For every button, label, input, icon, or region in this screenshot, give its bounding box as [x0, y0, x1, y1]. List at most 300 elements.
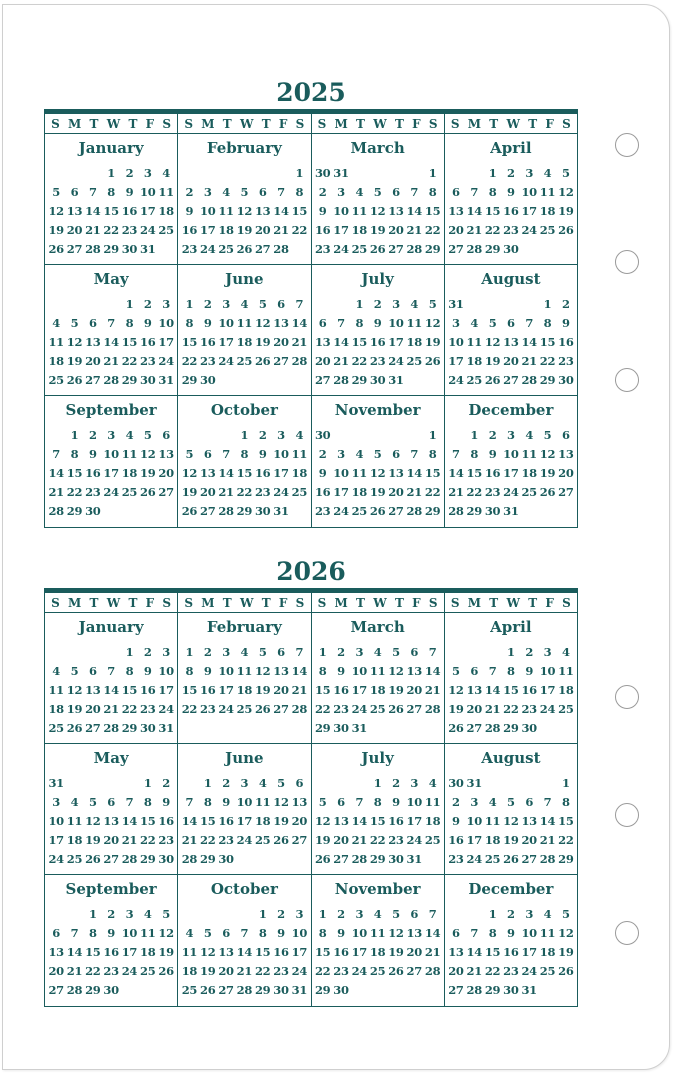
day-cell: 5 [392, 645, 400, 659]
month-february [178, 134, 311, 265]
day-cell: 7 [410, 185, 419, 199]
weekday-letter: S [450, 595, 460, 610]
day-cell [272, 164, 290, 183]
day-cell: 14 [273, 204, 289, 218]
day-cell: 13 [503, 335, 519, 349]
day-cell: 26 [200, 983, 216, 997]
day-cell: 13 [254, 204, 271, 218]
day-cell: 29 [236, 504, 253, 518]
day-cell: 1 [488, 166, 497, 180]
day-cell: 5 [543, 428, 552, 442]
day-cell: 10 [158, 316, 174, 330]
day-cell: 3 [392, 297, 400, 311]
month-october [178, 396, 311, 527]
day-cell [520, 295, 538, 314]
day-cell: 21 [539, 833, 556, 847]
day-cell: 4 [125, 428, 134, 442]
day-cell: 3 [52, 795, 60, 809]
day-cell: 13 [158, 447, 174, 461]
day-cell: 10 [121, 926, 138, 940]
day-cell: 28 [181, 852, 198, 866]
day-cell [368, 426, 386, 445]
day-cell: 27 [333, 852, 349, 866]
day-cell: 7 [488, 664, 497, 678]
day-cell: 14 [103, 335, 119, 349]
day-cell [538, 502, 556, 521]
weekday-letter: F [545, 595, 554, 610]
day-cell: 10 [388, 316, 404, 330]
day-cell: 27 [85, 373, 101, 387]
day-cell: 16 [448, 833, 464, 847]
day-cell: 14 [291, 316, 308, 330]
day-cell: 24 [103, 485, 119, 499]
day-cell: 22 [314, 702, 331, 716]
day-cell: 11 [236, 316, 253, 330]
weekday-letter: S [184, 116, 194, 131]
weekday-header-row [44, 593, 578, 613]
month-days [180, 643, 308, 738]
day-cell: 12 [484, 335, 501, 349]
day-cell: 19 [484, 354, 501, 368]
day-cell: 23 [254, 485, 271, 499]
day-cell: 8 [470, 447, 479, 461]
day-cell: 22 [539, 354, 556, 368]
weekday-letter: T [222, 116, 232, 131]
day-cell: 21 [66, 964, 83, 978]
day-cell [217, 905, 235, 924]
day-cell: 21 [484, 702, 501, 716]
day-cell: 28 [121, 852, 138, 866]
day-cell [290, 719, 308, 738]
weekday-letter: T [128, 116, 138, 131]
day-cell: 15 [314, 945, 331, 959]
binder-hole-icon [615, 685, 639, 709]
day-cell: 6 [507, 316, 515, 330]
day-cell [235, 371, 253, 390]
day-cell: 17 [158, 335, 174, 349]
day-cell: 3 [295, 907, 304, 921]
day-cell [84, 164, 102, 183]
day-cell: 9 [203, 316, 212, 330]
day-cell [157, 240, 175, 259]
day-cell: 2 [162, 776, 170, 790]
day-cell: 7 [88, 185, 97, 199]
day-cell: 28 [351, 852, 367, 866]
day-cell: 9 [452, 814, 460, 828]
day-cell: 7 [428, 645, 437, 659]
day-cell: 12 [140, 447, 156, 461]
day-cell: 18 [521, 466, 537, 480]
day-cell: 5 [258, 645, 267, 659]
day-cell: 22 [314, 964, 331, 978]
day-cell: 12 [388, 926, 404, 940]
day-cell: 31 [351, 721, 367, 735]
day-cell: 8 [428, 185, 437, 199]
month-days [47, 426, 175, 521]
day-cell: 21 [406, 223, 422, 237]
day-cell: 28 [103, 721, 119, 735]
day-cell: 25 [291, 485, 308, 499]
day-cell: 18 [254, 814, 271, 828]
day-cell: 11 [369, 926, 386, 940]
day-cell: 18 [406, 335, 422, 349]
day-cell: 18 [351, 223, 367, 237]
day-cell: 11 [466, 335, 482, 349]
month-name: March [350, 618, 405, 636]
day-cell: 20 [273, 683, 289, 697]
day-cell: 30 [484, 504, 501, 518]
day-cell: 24 [291, 964, 308, 978]
day-cell: 16 [254, 466, 271, 480]
day-cell: 26 [254, 702, 271, 716]
day-cell: 9 [337, 664, 345, 678]
day-cell: 31 [140, 242, 156, 256]
weekday-letter: M [201, 116, 215, 131]
weekday-letter: F [145, 595, 155, 610]
day-cell: 4 [470, 316, 479, 330]
day-cell: 26 [314, 852, 331, 866]
day-cell: 3 [525, 166, 534, 180]
month-days [314, 164, 442, 259]
day-cell: 19 [66, 354, 83, 368]
day-cell: 14 [521, 335, 537, 349]
day-cell: 11 [351, 204, 367, 218]
day-cell: 18 [181, 964, 198, 978]
month-name: January [78, 618, 144, 636]
day-cell: 17 [291, 945, 308, 959]
day-cell: 25 [484, 852, 501, 866]
day-cell: 30 [140, 721, 156, 735]
year-calendar-2026 [44, 588, 578, 1007]
day-cell: 24 [48, 852, 64, 866]
day-cell: 19 [200, 964, 216, 978]
day-cell: 17 [140, 204, 156, 218]
day-cell: 25 [369, 702, 386, 716]
day-cell: 14 [48, 466, 64, 480]
day-cell: 2 [525, 645, 534, 659]
day-cell: 3 [162, 645, 170, 659]
day-cell: 8 [318, 926, 327, 940]
day-cell: 9 [258, 447, 267, 461]
month-days [447, 295, 575, 390]
day-cell: 9 [162, 795, 170, 809]
day-cell: 30 [388, 852, 404, 866]
day-cell: 12 [388, 664, 404, 678]
day-cell: 22 [121, 354, 138, 368]
day-cell: 17 [103, 466, 119, 480]
day-cell [483, 774, 501, 793]
weekday-letter: S [562, 595, 571, 610]
day-cell: 3 [337, 447, 345, 461]
day-cell: 24 [333, 242, 349, 256]
day-cell: 16 [521, 683, 537, 697]
day-cell: 1 [561, 776, 570, 790]
month-name: April [490, 139, 532, 157]
day-cell: 24 [351, 964, 367, 978]
day-cell: 1 [70, 428, 79, 442]
day-cell: 26 [503, 852, 519, 866]
day-cell: 7 [70, 926, 79, 940]
day-cell [47, 164, 65, 183]
day-cell: 23 [273, 964, 289, 978]
month-august [445, 744, 578, 875]
day-cell: 15 [466, 466, 482, 480]
day-cell [157, 502, 175, 521]
month-name: October [210, 880, 278, 898]
weekday-letter: F [278, 595, 288, 610]
day-cell: 11 [521, 447, 537, 461]
day-cell: 14 [103, 683, 119, 697]
day-cell: 16 [103, 945, 119, 959]
month-name: September [65, 880, 157, 898]
day-cell: 25 [158, 223, 174, 237]
day-cell: 1 [318, 907, 327, 921]
day-cell: 24 [218, 354, 234, 368]
day-cell: 24 [200, 242, 216, 256]
weekday-group [45, 114, 178, 133]
day-cell: 19 [558, 945, 574, 959]
month-days [314, 426, 442, 521]
day-cell: 14 [406, 466, 422, 480]
day-cell: 1 [185, 297, 194, 311]
day-cell: 27 [448, 983, 464, 997]
day-cell: 15 [291, 204, 308, 218]
day-cell: 19 [140, 466, 156, 480]
day-cell: 23 [369, 354, 386, 368]
day-cell: 10 [521, 185, 537, 199]
day-cell: 21 [448, 485, 464, 499]
month-march [312, 134, 445, 265]
day-cell: 7 [222, 447, 230, 461]
day-cell: 17 [351, 683, 367, 697]
day-cell: 15 [369, 814, 386, 828]
day-cell [254, 164, 272, 183]
day-cell [199, 905, 217, 924]
day-cell: 28 [484, 721, 501, 735]
day-cell [254, 371, 272, 390]
day-cell: 18 [539, 945, 556, 959]
day-cell: 18 [424, 814, 441, 828]
day-cell: 31 [291, 983, 308, 997]
day-cell: 10 [448, 335, 464, 349]
day-cell: 16 [333, 683, 349, 697]
day-cell: 27 [291, 833, 308, 847]
day-cell: 3 [203, 185, 212, 199]
day-cell [368, 981, 386, 1000]
day-cell [423, 981, 441, 1000]
day-cell: 20 [503, 354, 519, 368]
day-cell: 26 [236, 242, 253, 256]
day-cell: 28 [466, 242, 482, 256]
day-cell: 29 [351, 373, 367, 387]
weekday-letter: M [467, 116, 482, 131]
day-cell: 22 [85, 964, 101, 978]
month-may [45, 265, 178, 396]
day-cell: 11 [351, 466, 367, 480]
day-cell: 14 [424, 664, 441, 678]
day-cell: 5 [258, 297, 267, 311]
day-cell: 6 [392, 185, 400, 199]
day-cell: 24 [158, 354, 174, 368]
day-cell [180, 774, 198, 793]
month-days [314, 643, 442, 738]
day-cell: 15 [424, 466, 441, 480]
day-cell: 1 [258, 907, 267, 921]
day-cell: 16 [181, 223, 198, 237]
day-cell: 7 [452, 447, 460, 461]
year-title-2025: 2025 [276, 78, 346, 107]
day-cell: 23 [314, 504, 331, 518]
day-cell: 15 [181, 683, 198, 697]
day-cell: 18 [466, 354, 482, 368]
day-cell [447, 905, 465, 924]
day-cell: 20 [273, 335, 289, 349]
day-cell [180, 905, 198, 924]
day-cell: 20 [406, 683, 422, 697]
day-cell: 3 [125, 907, 134, 921]
day-cell: 16 [333, 945, 349, 959]
day-cell: 28 [48, 504, 64, 518]
day-cell: 9 [318, 466, 327, 480]
day-cell [387, 426, 405, 445]
day-cell: 4 [240, 297, 249, 311]
day-cell [465, 295, 483, 314]
day-cell: 24 [351, 702, 367, 716]
day-cell: 4 [543, 166, 552, 180]
day-cell: 13 [85, 683, 101, 697]
day-cell: 4 [295, 428, 304, 442]
day-cell: 27 [466, 721, 482, 735]
day-cell: 1 [428, 166, 437, 180]
day-cell: 27 [388, 504, 404, 518]
day-cell [290, 850, 308, 869]
day-cell: 12 [273, 795, 289, 809]
weekday-letter: S [51, 116, 60, 131]
day-cell: 16 [140, 683, 156, 697]
day-cell: 1 [428, 428, 437, 442]
weekday-letter: W [373, 116, 387, 131]
day-cell: 8 [295, 185, 304, 199]
day-cell: 12 [314, 814, 331, 828]
day-cell: 10 [521, 926, 537, 940]
binder-hole-icon [615, 368, 639, 392]
day-cell: 4 [355, 447, 364, 461]
day-cell: 21 [424, 945, 441, 959]
weekday-letter: T [528, 116, 538, 131]
day-cell: 10 [503, 447, 519, 461]
day-cell: 25 [218, 242, 234, 256]
day-cell [254, 850, 272, 869]
day-cell [47, 643, 65, 662]
day-cell: 23 [503, 964, 519, 978]
day-cell: 15 [66, 466, 83, 480]
day-cell: 15 [103, 204, 119, 218]
day-cell: 16 [200, 335, 216, 349]
weekday-letter: M [334, 116, 348, 131]
day-cell: 25 [466, 373, 482, 387]
day-cell: 17 [200, 223, 216, 237]
weekday-letter: M [201, 595, 215, 610]
day-cell: 17 [333, 223, 349, 237]
day-cell: 29 [66, 504, 83, 518]
month-name: November [334, 880, 421, 898]
day-cell: 19 [369, 223, 386, 237]
day-cell: 21 [85, 223, 101, 237]
weekday-letter: T [356, 116, 365, 131]
day-cell: 26 [85, 852, 101, 866]
day-cell: 11 [539, 185, 556, 199]
day-cell: 4 [222, 185, 230, 199]
day-cell: 24 [448, 373, 464, 387]
day-cell: 8 [88, 926, 97, 940]
day-cell: 11 [254, 795, 271, 809]
day-cell: 17 [351, 945, 367, 959]
day-cell: 15 [200, 814, 216, 828]
day-cell: 27 [314, 373, 331, 387]
day-cell: 2 [318, 185, 327, 199]
day-cell: 31 [521, 983, 537, 997]
day-cell [102, 295, 120, 314]
day-cell: 27 [503, 373, 519, 387]
day-cell: 27 [406, 964, 422, 978]
day-cell: 22 [236, 485, 253, 499]
day-cell: 17 [521, 945, 537, 959]
weekday-letter: S [450, 116, 460, 131]
day-cell: 18 [140, 945, 156, 959]
day-cell: 30 [314, 428, 331, 442]
day-cell: 17 [236, 814, 253, 828]
day-cell: 18 [48, 354, 64, 368]
day-cell: 3 [143, 166, 152, 180]
day-cell: 26 [369, 242, 386, 256]
day-cell: 30 [218, 852, 234, 866]
day-cell: 18 [558, 683, 574, 697]
day-cell: 8 [125, 316, 134, 330]
day-cell [84, 295, 102, 314]
day-cell: 18 [66, 833, 83, 847]
day-cell: 14 [333, 335, 349, 349]
day-cell: 27 [558, 485, 574, 499]
day-cell: 6 [88, 316, 97, 330]
day-cell: 14 [539, 814, 556, 828]
day-cell: 1 [240, 428, 249, 442]
weekday-letter: S [317, 595, 327, 610]
weekday-letter: F [412, 595, 421, 610]
day-cell: 28 [218, 504, 234, 518]
day-cell: 9 [143, 664, 152, 678]
day-cell [290, 371, 308, 390]
day-cell: 19 [558, 204, 574, 218]
month-august [445, 265, 578, 396]
day-cell: 29 [558, 852, 574, 866]
day-cell: 22 [181, 354, 198, 368]
day-cell [102, 502, 120, 521]
day-cell [120, 981, 138, 1000]
day-cell: 24 [236, 833, 253, 847]
day-cell: 12 [448, 683, 464, 697]
day-cell: 26 [140, 485, 156, 499]
day-cell: 20 [314, 354, 331, 368]
day-cell [405, 164, 423, 183]
day-cell: 9 [185, 204, 194, 218]
weekday-letter: W [239, 116, 254, 131]
day-cell [235, 905, 253, 924]
weekday-letter: S [162, 595, 172, 610]
day-cell: 22 [484, 223, 501, 237]
day-cell: 11 [558, 664, 574, 678]
day-cell: 16 [158, 814, 174, 828]
weekday-letter: M [68, 116, 82, 131]
